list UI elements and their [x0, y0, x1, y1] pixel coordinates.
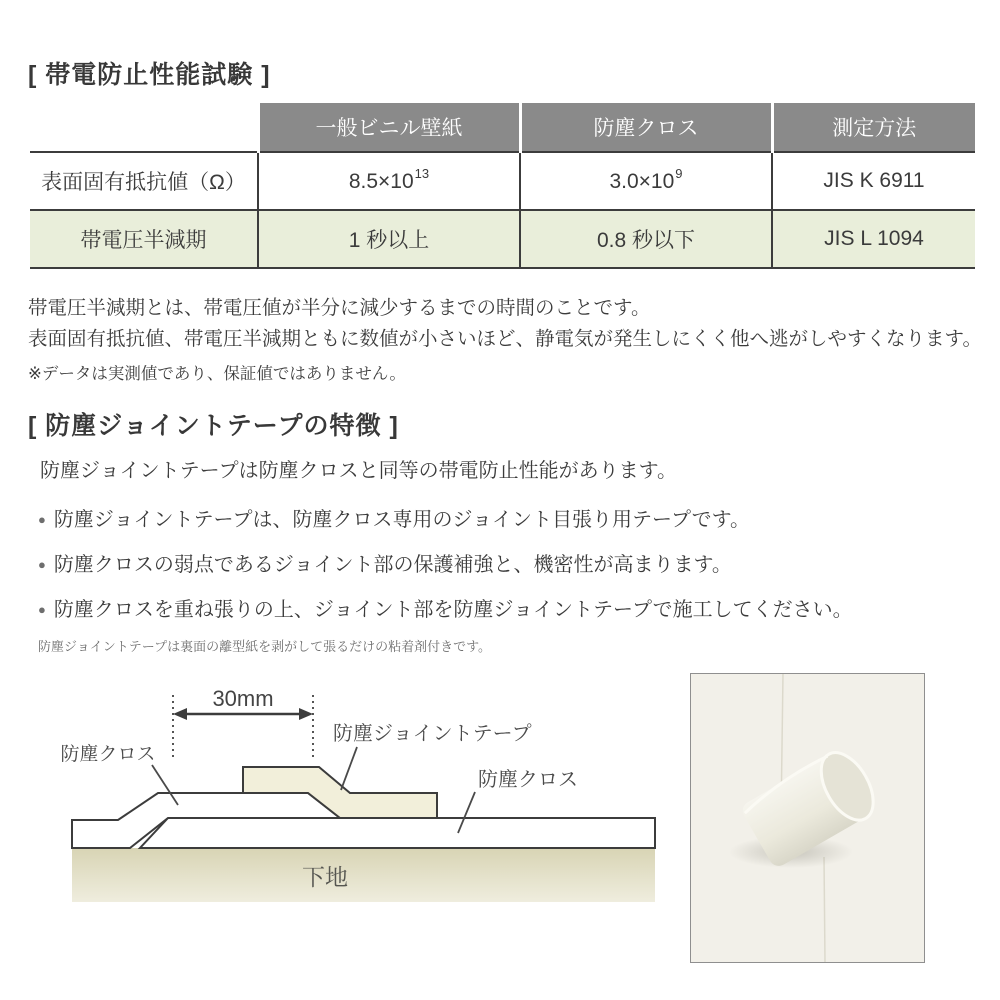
value-base: 8.5×10 [348, 170, 414, 193]
feature-text-3: 防塵クロスを重ね張りの上、ジョイント部を防塵ジョイントテープで施工してください。 [53, 599, 853, 621]
list-item [38, 548, 958, 577]
cloth-sheet-bottom [140, 818, 655, 848]
leader-line-tape [341, 747, 357, 790]
section1-title: [ 帯電防止性能試験 ] [28, 61, 271, 89]
feature-text-1: 防塵ジョイントテープは、防塵クロス専用のジョイント目張り用テープです。 [53, 509, 751, 531]
list-item [38, 638, 958, 657]
bullet-icon: 防塵ジョイントテープは裏面の離型紙を剥がして張るだけの粘着剤付きです。 [38, 639, 492, 654]
value-method-halflife: JIS L 1094 [772, 210, 975, 268]
header-cell-method: 測定方法 [772, 103, 975, 152]
value-method-resistance: JIS K 6911 [772, 152, 975, 210]
header-cell-empty [30, 103, 258, 152]
value-cloth-halflife: 0.8 秒以下 [520, 210, 772, 268]
feature-list [38, 503, 958, 673]
value-vinyl-halflife: 1 秒以上 [258, 210, 520, 268]
header-cell-vinyl: 一般ビニル壁紙 [258, 103, 520, 152]
tape-roll-photo [690, 673, 925, 963]
value-exponent: 9 [675, 166, 683, 181]
header-cell-cloth: 防塵クロス [520, 103, 772, 152]
value-exponent: 13 [414, 166, 430, 181]
substrate-label: 下地 [302, 864, 348, 890]
substrate-block [72, 848, 655, 902]
disclaimer-note: ※データは実測値であり、保証値ではありません。 [28, 365, 406, 383]
bullet-icon: ● [38, 557, 46, 572]
arrow-head-right [299, 708, 313, 720]
row-label: 帯電圧半減期 [30, 210, 258, 268]
value-cloth-resistance [520, 152, 772, 210]
arrow-head-left [173, 708, 187, 720]
section2-intro: 防塵ジョイントテープは防塵クロスと同等の帯電防止性能があります。 [40, 460, 677, 482]
cloth-right-label: 防塵クロス [478, 769, 578, 791]
explanation-line-2: 表面固有抵抗値、帯電圧半減期ともに数値が小さいほど、静電気が発生しにくく他へ逃がしやすくなります。 [28, 328, 982, 350]
tape-label: 防塵ジョイントテープ [333, 723, 532, 745]
tape-roll-photo-art [691, 674, 924, 962]
table-row-halflife [30, 210, 975, 268]
bullet-icon: ● [38, 602, 46, 617]
table-explanation [28, 293, 988, 355]
spec-table-header [30, 103, 975, 152]
spec-table [30, 103, 975, 269]
feature-text-2: 防塵クロスの弱点であるジョイント部の保護補強と、機密性が高まります。 [53, 554, 732, 576]
list-item [38, 503, 958, 532]
section2-title: [ 防塵ジョイントテープの特徴 ] [28, 412, 399, 440]
dimension-label: 30mm [212, 686, 274, 711]
value-base: 3.0×10 [609, 170, 675, 193]
table-row-resistance [30, 152, 975, 210]
value-vinyl-resistance [258, 152, 520, 210]
cloth-left-label: 防塵クロス [60, 744, 156, 765]
row-label: 表面固有抵抗値（Ω） [30, 152, 258, 210]
wall-seam-bottom [824, 857, 825, 962]
tape-application-diagram [25, 660, 670, 905]
list-item [38, 593, 958, 622]
bullet-icon: ● [38, 512, 46, 527]
explanation-line-1: 帯電圧半減期とは、帯電圧値が半分に減少するまでの時間のことです。 [28, 297, 651, 319]
